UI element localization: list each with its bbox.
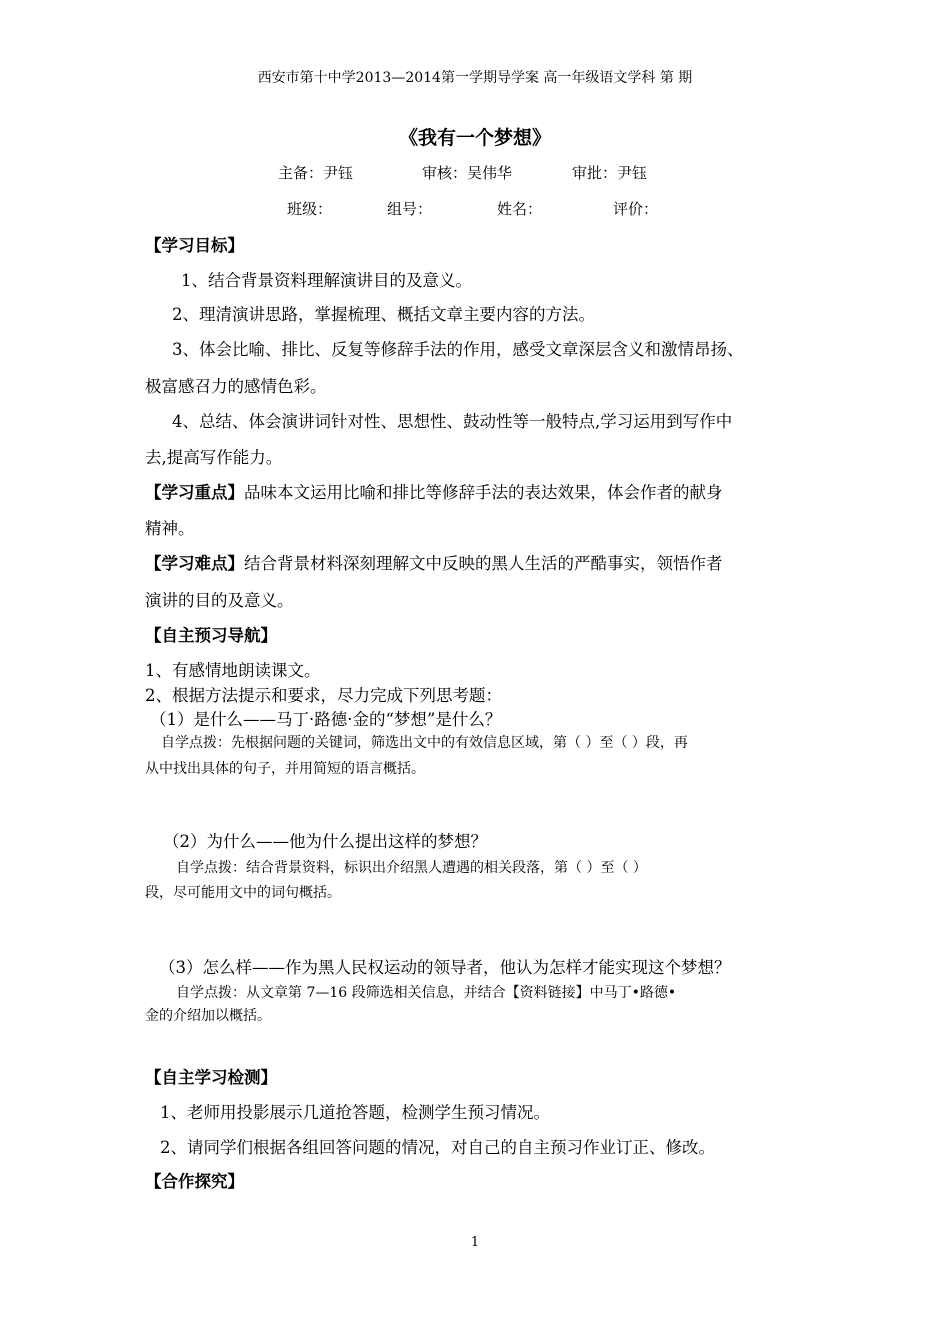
goal-item: 2、理清演讲思路，掌握梳理、概括文章主要内容的方法。 [172, 305, 595, 324]
preview-item: 2、根据方法提示和要求，尽力完成下列思考题： [145, 686, 502, 705]
field-group: 组号： [387, 200, 433, 218]
question-1: （1）是什么——马丁·路德·金的“梦想”是什么？ [150, 710, 502, 729]
field-grade: 评价： [613, 200, 659, 218]
question-3: （3）怎么样——作为黑人民权运动的领导者，他认为怎样才能实现这个梦想？ [159, 958, 731, 977]
goal-item: 极富感召力的感情色彩。 [145, 377, 327, 396]
field-class: 班级： [287, 200, 333, 218]
focus-line-2: 精神。 [145, 519, 195, 538]
question-1-hint: 从中找出具体的句子，并用简短的语言概括。 [145, 761, 425, 777]
document-title: 《我有一个梦想》 [398, 127, 551, 149]
preview-item: 1、有感情地朗读课文。 [145, 661, 321, 680]
author-review: 审核：吴伟华 [422, 164, 513, 182]
goal-item: 1、结合背景资料理解演讲目的及意义。 [181, 271, 472, 290]
goal-item: 4、总结、体会演讲词针对性、思想性、鼓动性等一般特点,学习运用到写作中 [172, 412, 733, 431]
goal-item: 3、体会比喻、排比、反复等修辞手法的作用，感受文章深层含义和激情昂扬、 [172, 340, 744, 359]
difficulty-line-2: 演讲的目的及意义。 [145, 591, 294, 610]
page-number: 1 [470, 1235, 480, 1250]
selfcheck-item: 1、老师用投影展示几道抢答题，检测学生预习情况。 [160, 1103, 550, 1122]
focus-text: 品味本文运用比喻和排比等修辞手法的表达效果，体会作者的献身 [244, 483, 723, 502]
preview-heading: 【自主预习导航】 [145, 626, 277, 645]
selfcheck-heading: 【自主学习检测】 [145, 1068, 277, 1087]
question-1-hint: 自学点拨：先根据问题的关键词，筛选出文中的有效信息区域，第（ ）至（ ）段，再 [161, 735, 688, 751]
question-3-hint: 金的介绍加以概括。 [145, 1008, 271, 1024]
difficulty-line [145, 550, 723, 574]
focus-line [145, 479, 723, 503]
question-2-hint: 段，尽可能用文中的词句概括。 [145, 885, 341, 901]
selfcheck-item: 2、请同学们根据各组回答问题的情况，对自己的自主预习作业订正、修改。 [160, 1138, 715, 1157]
question-2-hint: 自学点拨：结合背景资料，标识出介绍黑人遭遇的相关段落，第（ ）至（ ） [176, 860, 647, 876]
goal-item: 去,提高写作能力。 [145, 448, 283, 467]
author-approve: 审批：尹钰 [572, 164, 648, 182]
goals-heading: 【学习目标】 [145, 236, 244, 255]
question-2: （2）为什么——他为什么提出这样的梦想？ [163, 832, 487, 851]
difficulty-text: 结合背景材料深刻理解文中反映的黑人生活的严酷事实，领悟作者 [244, 554, 723, 573]
focus-heading: 【学习重点】 [145, 483, 244, 502]
page-header: 西安市第十中学2013—2014第一学期导学案 高一年级语文学科 第 期 [257, 70, 693, 86]
field-name: 姓名： [497, 200, 543, 218]
coop-heading: 【合作探究】 [145, 1172, 244, 1191]
difficulty-heading: 【学习难点】 [145, 554, 244, 573]
question-3-hint: 自学点拨：从文章第 7—16 段筛选相关信息，并结合【资料链接】中马丁•路德• [176, 985, 677, 1001]
author-prep: 主备：尹钰 [278, 164, 354, 182]
